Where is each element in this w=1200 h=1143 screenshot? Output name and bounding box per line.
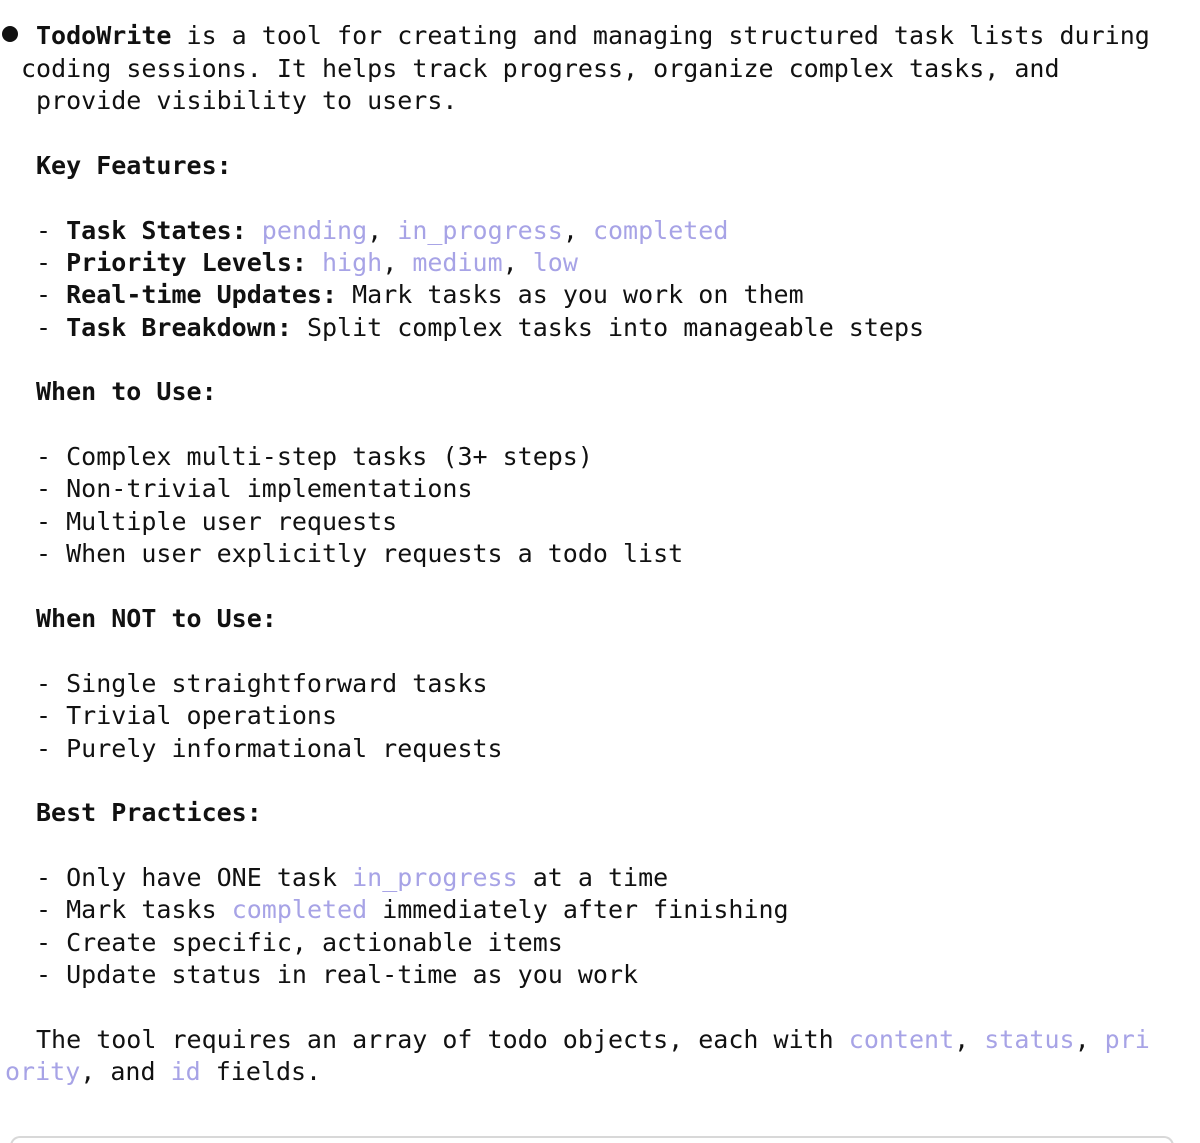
list-item-text: When user explicitly requests a todo list [66, 539, 684, 568]
list-item: - Non-trivial implementations [36, 474, 473, 503]
list-item: - Update status in real-time as you work [36, 960, 639, 989]
feature-label: Task Breakdown: [66, 313, 292, 342]
intro-line-3: provide visibility to users. [36, 86, 458, 115]
code-low: low [532, 248, 578, 277]
list-item: - Only have ONE task in_progress at a time [36, 863, 669, 892]
feature-realtime-updates [36, 279, 804, 311]
dash: - [36, 313, 67, 342]
list-item-text: Create specific, actionable items [66, 928, 563, 957]
list-item: - Single straightforward tasks [36, 669, 488, 698]
list-item: - Purely informational requests [36, 734, 503, 763]
list-item-text: at a time [517, 863, 669, 892]
code-pending: pending [261, 216, 368, 245]
code-medium: medium [412, 248, 503, 277]
dash: - [36, 248, 67, 277]
footer-text: , and [80, 1057, 171, 1086]
list-item: - Create specific, actionable items [36, 928, 563, 957]
when-not-to-use-heading: When NOT to Use: [36, 604, 277, 633]
code-priority: pri [1104, 1025, 1150, 1054]
list-item: - Trivial operations [36, 701, 338, 730]
code-completed: completed [592, 216, 729, 245]
intro-line-2: coding sessions. It helps track progress, organize complex tasks, and [21, 54, 1060, 83]
code-content: content [848, 1025, 955, 1054]
feature-priority-levels: - Priority Levels: high, medium, low [36, 248, 578, 277]
code-priority: ority [5, 1057, 81, 1086]
feature-label: Task States: [66, 216, 247, 245]
list-item: - Mark tasks completed immediately after finishing [36, 895, 789, 924]
code-completed: completed [231, 895, 368, 924]
best-practices-heading: Best Practices: [36, 798, 262, 827]
footer-line-1: The tool requires an array of todo objects, each with content, status, pri [36, 1025, 1150, 1054]
list-item-text: Mark tasks [66, 895, 232, 924]
list-item-text: Single straightforward tasks [66, 669, 488, 698]
dash: - [36, 280, 67, 309]
feature-text: Mark tasks as you work on them [352, 280, 804, 309]
list-item-text: Non-trivial implementations [66, 474, 473, 503]
code-status: status [984, 1025, 1075, 1054]
footer-line-2 [5, 1056, 321, 1088]
feature-label: Real-time Updates: [66, 280, 338, 309]
footer-text: The tool requires an array of todo objects, each with [36, 1025, 849, 1054]
code-high: high [322, 248, 383, 277]
feature-task-breakdown [36, 312, 924, 344]
list-item-text: Trivial operations [66, 701, 338, 730]
list-item: - When user explicitly requests a todo list [36, 539, 684, 568]
code-in-progress: in_progress [397, 216, 563, 245]
footer-text: fields. [200, 1057, 322, 1086]
list-item-text: immediately after finishing [367, 895, 789, 924]
code-id: id [170, 1057, 201, 1086]
intro-text-1: is a tool for creating and managing structured task lists during [171, 21, 1150, 50]
feature-task-states: - Task States: pending, in_progress, completed [36, 216, 729, 245]
prompt-input-box[interactable] [10, 1136, 1174, 1143]
list-item: - Multiple user requests [36, 507, 398, 536]
list-item-text: Complex multi-step tasks (3+ steps) [66, 442, 593, 471]
dash: - [36, 216, 67, 245]
code-in-progress: in_progress [352, 863, 518, 892]
when-to-use-heading: When to Use: [36, 377, 217, 406]
list-item-text: Multiple user requests [66, 507, 398, 536]
list-item-text: Update status in real-time as you work [66, 960, 639, 989]
feature-text: Split complex tasks into manageable steps [306, 313, 925, 342]
feature-label: Priority Levels: [66, 248, 307, 277]
tool-name: TodoWrite [36, 21, 172, 50]
list-item: - Complex multi-step tasks (3+ steps) [36, 442, 593, 471]
key-features-heading: Key Features: [36, 151, 232, 180]
list-item-text: Only have ONE task [66, 863, 353, 892]
intro-line-1 [36, 20, 1150, 52]
message-bullet-icon [2, 26, 18, 42]
list-item-text: Purely informational requests [66, 734, 503, 763]
